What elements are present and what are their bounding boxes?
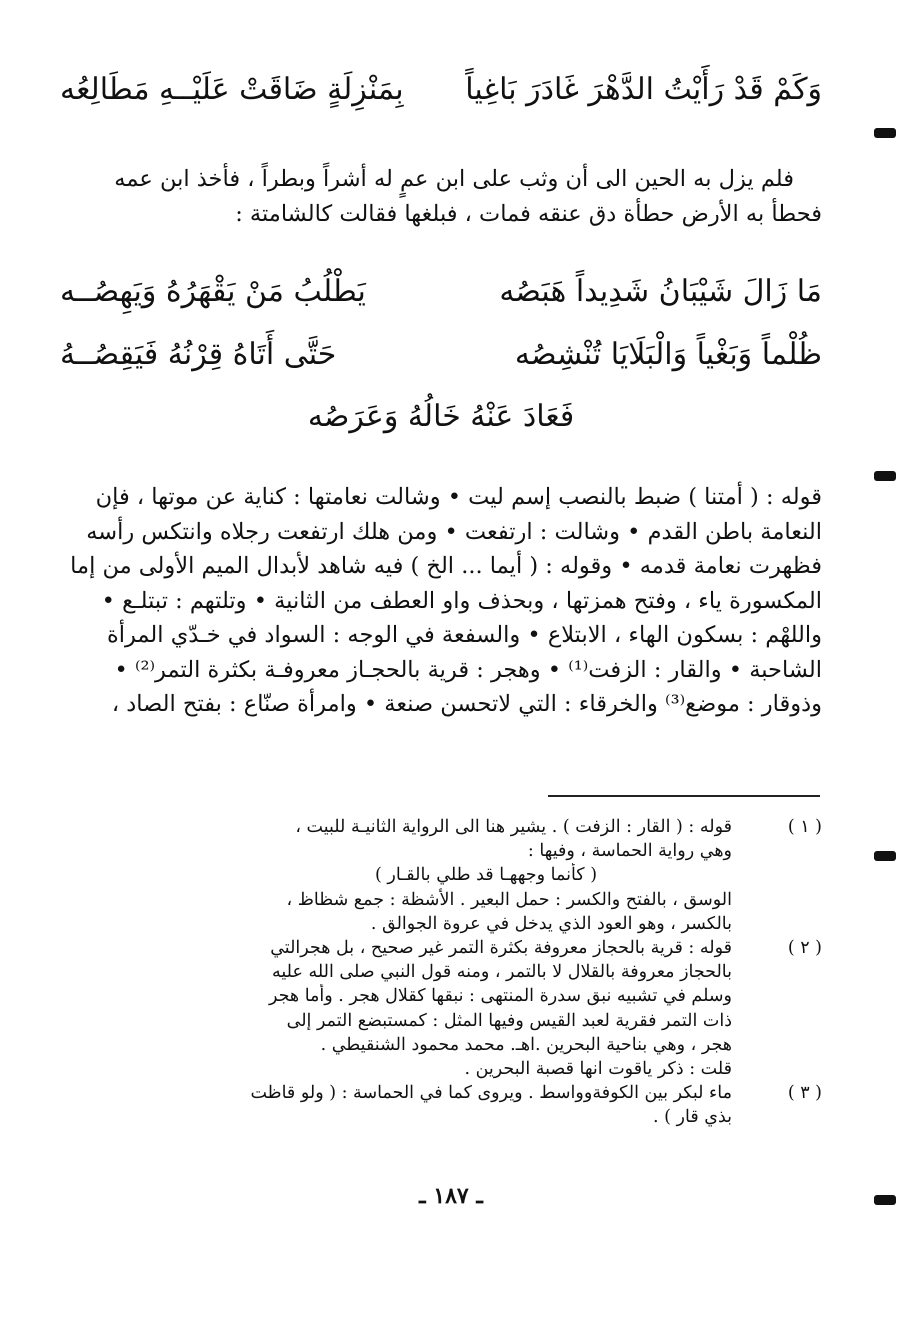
- footnote-line: قلت : ذكر ياقوت انها قصبة البحرين .: [464, 1059, 732, 1080]
- verse-hemistich-right: مَا زَالَ شَيْبَانُ شَدِيداً هَبَصُه: [499, 274, 822, 309]
- footnote-line: قوله : قرية بالحجاز معروفة بكثرة التمر غير صحيح ، بل هجرالتي: [270, 938, 732, 959]
- footnote-body: [60, 1081, 732, 1129]
- verse-hemistich-left: حَتَّى أَتَاهُ قِرْنُهُ فَيَقِصُــهُ: [60, 337, 337, 372]
- prose-line: وذوقار : موضع⁽³⁾ والخرقاء : التي لاتحسن صنعة • وامرأة صنّاع : بفتح الصاد ،: [111, 691, 822, 717]
- prose-line: قوله : ( أمتنا ) ضبط بالنصب إسم ليت • وشالت نعامتها : كناية عن موتها ، فإن: [95, 484, 822, 510]
- poem-verse-1: [60, 272, 822, 312]
- verse-hemistich-right: ظُلْماً وَبَغْياً وَالْبَلَايَا تُنْشِصُه: [514, 337, 822, 372]
- prose-line: فحطأ به الأرض حطأة دق عنقه فمات ، فبلغها فقالت كالشامتة :: [235, 200, 822, 227]
- scan-binding-mark: [874, 471, 896, 481]
- footnote-body: [60, 815, 732, 936]
- footnotes: [60, 815, 822, 1130]
- prose-line: فظهرت نعامة قدمه • وقوله : ( أيما ... الخ ) فيه شاهد لأبدال الميم الأولى من إما: [70, 553, 822, 579]
- footnote-line: بالحجاز معروفة بالقلال لا بالتمر ، ومنه قول النبي صلى الله عليه: [272, 962, 732, 983]
- footnote-quote-line: ( كأنما وجههـا قد طلي بالقـار ): [374, 865, 598, 886]
- footnote-number: ( ٢ ): [787, 938, 822, 959]
- verse-hemistich-right: وَكَمْ قَدْ رَأَيْتُ الدَّهْرَ غَادَرَ بَاغِياً: [465, 72, 822, 107]
- poem-verse-2: [60, 335, 822, 375]
- footnote-line: هجر ، وهي بناحية البحرين .اهـ. محمد محمود الشنقيطي .: [320, 1034, 732, 1055]
- scan-binding-mark: [874, 851, 896, 861]
- footnote-line: وهي رواية الحماسة ، وفيها :: [527, 841, 732, 862]
- footnote-separator: [548, 795, 820, 797]
- footnote-body: [60, 936, 732, 1081]
- page-number: ـ ١٨٧ ـ: [419, 1183, 483, 1209]
- poem-closing-verse: فَعَادَ عَنْهُ خَالُهُ وَعَرَصُه: [307, 399, 575, 434]
- footnote-1: [60, 815, 822, 936]
- verse-hemistich-left: بِمَنْزِلَةٍ ضَاقَتْ عَلَيْــهِ مَطَالِعُه: [60, 72, 404, 107]
- intro-paragraph: [60, 162, 822, 231]
- footnote-line: بذي قار ) .: [653, 1107, 732, 1128]
- footnote-number: ( ٣ ): [787, 1083, 822, 1104]
- prose-line: واللهْم : بسكون الهاء ، الابتلاع • والسفعة في الوجه : السواد في خـدّي المرأة: [106, 622, 822, 648]
- footnote-3: [60, 1081, 822, 1129]
- footnote-line: بالكسر ، وهو العود الذي يدخل في عروة الجوالق .: [370, 913, 732, 934]
- prose-line: فلم يزل به الحين الى أن وثب على ابن عمٍ له أشراً وبطراً ، فأخذ ابن عمه: [114, 166, 794, 192]
- prose-line: النعامة باطن القدم • وشالت : ارتفعت • ومن هلك ارتفعت رجلاه وانتكس رأسه: [86, 518, 822, 545]
- scan-binding-mark: [874, 1195, 896, 1205]
- opening-verse: [60, 70, 822, 110]
- footnote-line: ماء لبكر بين الكوفةوواسط . ويروى كما في الحماسة : ( ولو قاظت: [250, 1083, 732, 1104]
- prose-line: الشاحبة • والقار : الزفت⁽¹⁾ • وهجر : قرية بالحجـاز معروفـة بكثرة التمر⁽²⁾ •: [114, 656, 822, 683]
- commentary-paragraph: [60, 480, 822, 722]
- footnote-line: قوله : ( القار : الزفت ) . يشير هنا الى الرواية الثانيـة للبيت ،: [295, 817, 732, 837]
- footnote-line: وسلم في تشبيه نبق سدرة المنتهى : نبقها كقلال هجر . وأما هجر: [268, 986, 732, 1007]
- footnote-2: [60, 936, 822, 1081]
- footnote-line: ذات التمر فقرية لعبد القيس وفيها المثل : كمستبضع التمر إلى: [286, 1010, 732, 1031]
- scan-binding-mark: [874, 128, 896, 138]
- prose-line: المكسورة ياء ، وفتح همزتها ، وبحذف واو العطف من الثانية • وتلتهم : تبتلـع •: [101, 587, 822, 614]
- footnote-number: ( ١ ): [787, 817, 822, 837]
- footnote-line: الوسق ، بالفتح والكسر : حمل البعير . الأشظة : جمع شظاظ ،: [286, 889, 732, 910]
- verse-hemistich-left: يَطْلُبُ مَنْ يَقْهَرُهُ وَيَهِصُــه: [60, 274, 366, 309]
